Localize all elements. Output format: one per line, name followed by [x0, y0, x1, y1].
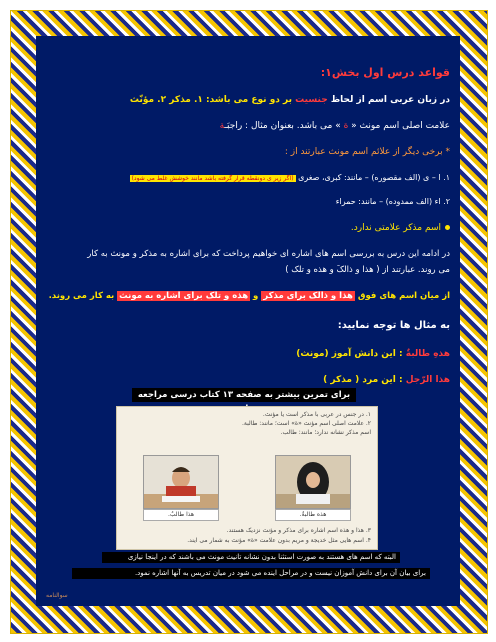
- page-footer: سوالنامه: [46, 592, 68, 599]
- female-student-image: [275, 455, 351, 509]
- example-2: هذا الرّجل : این مرد ( مذکر ): [323, 375, 450, 385]
- other-signs-heading: * برخی دیگر از علائم اسم مونث عبارتند از :: [284, 147, 450, 157]
- exercise-reference: برای تمرین بیشتر به صفحه ۱۳ کتاب درسی مراجعه: [132, 388, 356, 402]
- excerpt-line: ۳. هذا و هذه اسم اشاره برای مذکر و مؤنث نزدیک هستند.: [226, 527, 371, 534]
- male-student-image: [143, 455, 219, 509]
- content-panel: [36, 36, 460, 606]
- demonstrative-intro: در ادامه این درس به بررسی اسم های اشاره ای خواهیم پرداخت که برای اشاره به مذکر و مونث به کار: [87, 249, 450, 259]
- textbook-excerpt: [116, 406, 378, 550]
- gender-line: در زبان عربی اسم از لحاظ جنسیت بر دو نوع می باشد: ۱. مذکر ۲. مؤنّث: [129, 95, 450, 105]
- exception-note-1: البته که اسم های هستند به صورت استثنا بدون نشانه تانیث مونث می باشند که در اینجا نیازی: [102, 552, 400, 563]
- exception-note-2: برای بیان آن برای دانش آموزان نیست و در مراحل اینده می شود در میان تدریس به آنها اشاره نمود.: [72, 568, 430, 579]
- example-1: هذهِ طالبةٌ : این دانش آموز (مونث): [296, 349, 450, 359]
- excerpt-line: اسم مذکر نشانه ندارد؛ مانند: طالب.: [280, 429, 371, 436]
- sign-1-line: ۱. ا – ی (الف مقصوره) – مانند: کبری، صغری (اگر زیر ی دونقطه قرار گرفته باشد مانند خوشش غلط می شود): [131, 173, 450, 182]
- examples-heading: به مثال ها توجه نمایید:: [337, 320, 450, 331]
- feminine-sign-line: علامت اصلی اسم مونث « ة » می باشد. بعنوان مثال : راجبَـة: [219, 121, 450, 131]
- bullet-icon: [445, 225, 450, 230]
- female-caption: هذه طالبةٌ.: [275, 509, 351, 521]
- demonstrative-usage: از میان اسم های فوق هذا و ذالک برای مذکر و هذه و تلک برای اشاره به مونث به کار می روند.: [48, 291, 450, 301]
- excerpt-line: ۴. اسم هایی مثل خدیجة و مریم بدون علامت «ة» مؤنث به شمار می آیند.: [187, 537, 371, 544]
- demonstrative-list: می روند. عبارتند از ( هذا و ذالکَ و هذه و تلک ): [285, 265, 450, 275]
- excerpt-line: ۱. در جنس در عربی با مذکر است یا مؤنث.: [262, 411, 371, 418]
- excerpt-line: ۲. علامت اصلی اسم مؤنث «ة» است؛ مانند: طالبة.: [241, 420, 371, 427]
- lesson-title: قواعد درس اول بخش۱:: [320, 66, 450, 79]
- masculine-note: اسم مذکر علامتی ندارد.: [46, 222, 450, 234]
- male-caption: هذا طالبٌ.: [143, 509, 219, 521]
- sign-2-line: ۲. اء (الف ممدوده) – مانند: حمراء: [335, 197, 450, 206]
